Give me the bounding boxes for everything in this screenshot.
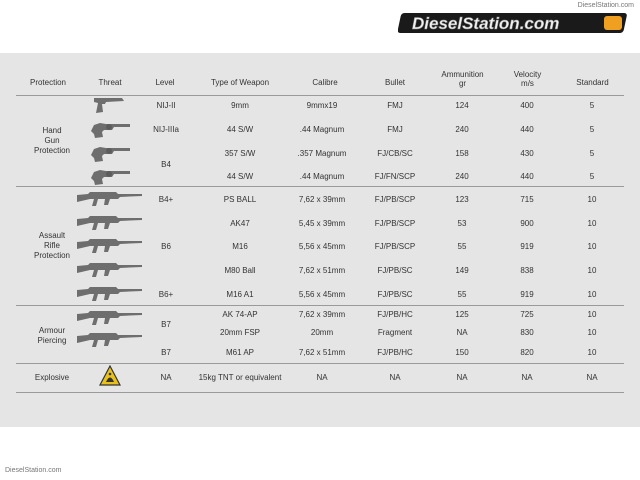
rifle-icon <box>76 236 144 261</box>
standard-cell: 5 <box>589 125 595 134</box>
calibre-cell: 5,56 x 45mm <box>298 290 346 299</box>
revolver-icon <box>86 143 134 168</box>
velocity-cell: 725 <box>520 310 534 319</box>
velocity-cell: 430 <box>520 149 534 158</box>
ammunition-cell: 240 <box>455 172 469 181</box>
header-weapon: Type of Weapon <box>210 78 270 87</box>
bullet-cell: FJ/PB/SCP <box>374 242 416 251</box>
calibre-cell: 7,62 x 39mm <box>298 310 346 319</box>
header-velocity-label: Velocity <box>513 70 542 79</box>
velocity-cell: 400 <box>520 101 534 110</box>
ammunition-cell: 123 <box>455 195 469 204</box>
velocity-cell: 838 <box>520 266 534 275</box>
dieselstation-logo[interactable] <box>398 10 630 36</box>
rifle-icon <box>76 260 144 285</box>
weapon-cell: M16 <box>232 242 248 251</box>
bullet-cell: FJ/PB/SC <box>377 290 413 299</box>
level-label: NA <box>160 373 172 382</box>
logo-badge <box>604 16 622 30</box>
velocity-cell: 919 <box>520 290 534 299</box>
header-protection: Protection <box>29 78 67 87</box>
group-explosive: Explosive <box>34 373 70 382</box>
standard-cell: 10 <box>587 290 597 299</box>
velocity-cell: 440 <box>520 125 534 134</box>
header-level: Level <box>155 78 175 87</box>
bullet-cell: FJ/PB/HC <box>377 348 413 357</box>
velocity-cell: 440 <box>520 172 534 181</box>
weapon-cell: 44 S/W <box>226 172 254 181</box>
weapon-cell: M16 A1 <box>226 290 254 299</box>
divider <box>16 392 624 393</box>
velocity-cell: 900 <box>520 219 534 228</box>
calibre-cell: 7,62 x 51mm <box>298 266 346 275</box>
revolver-icon <box>86 119 134 144</box>
calibre-cell: .44 Magnum <box>299 172 345 181</box>
header-velocity-unit: m/s <box>521 79 534 88</box>
ammunition-cell: 125 <box>455 310 469 319</box>
ammunition-cell: 55 <box>457 242 467 251</box>
pistol-icon <box>92 95 128 120</box>
bullet-cell: FJ/CB/SC <box>377 149 413 158</box>
weapon-cell: AK47 <box>230 219 250 228</box>
header-standard: Standard <box>576 78 609 87</box>
standard-cell: 5 <box>589 101 595 110</box>
weapon-cell: 15kg TNT or equivalent <box>198 373 282 382</box>
weapon-cell: PS BALL <box>223 195 257 204</box>
bullet-cell: FJ/PB/HC <box>377 310 413 319</box>
ammunition-cell: NA <box>456 328 468 337</box>
standard-cell: 5 <box>589 172 595 181</box>
calibre-cell: 5,45 x 39mm <box>298 219 346 228</box>
revolver-icon <box>86 166 134 191</box>
weapon-cell: 44 S/W <box>226 125 254 134</box>
ammunition-cell: 150 <box>455 348 469 357</box>
group-hand-gun-protection: Hand Gun Protection <box>33 126 71 155</box>
bullet-cell: FMJ <box>387 101 403 110</box>
level-label: NIJ-IIIa <box>153 125 179 134</box>
ammunition-cell: 149 <box>455 266 469 275</box>
ammunition-cell: 240 <box>455 125 469 134</box>
bullet-cell: FJ/PB/SCP <box>374 195 416 204</box>
standard-cell: 10 <box>587 328 597 337</box>
explosive-hazard-icon <box>99 365 121 392</box>
calibre-cell: 7,62 x 51mm <box>298 348 346 357</box>
logo-text: DieselStation.com <box>412 14 560 33</box>
level-label: B4+ <box>158 195 174 204</box>
bullet-cell: FMJ <box>387 125 403 134</box>
rifle-icon <box>76 284 144 309</box>
standard-cell: 10 <box>587 195 597 204</box>
header-calibre: Calibre <box>312 78 338 87</box>
weapon-cell: M80 Ball <box>224 266 256 275</box>
velocity-cell: 820 <box>520 348 534 357</box>
ammunition-cell: 158 <box>455 149 469 158</box>
level-label: NIJ-II <box>156 101 176 110</box>
group-armour-piercing: Armour Piercing <box>37 326 67 345</box>
rifle-icon <box>76 213 144 238</box>
bullet-cell: FJ/PB/SC <box>377 266 413 275</box>
weapon-cell: M61 AP <box>225 348 255 357</box>
divider <box>16 363 624 364</box>
header-threat: Threat <box>98 78 122 87</box>
calibre-cell: 9mmx19 <box>306 101 338 110</box>
site-url-bottom[interactable]: DieselStation.com <box>5 467 62 474</box>
header-bullet: Bullet <box>384 78 405 87</box>
calibre-cell: 20mm <box>310 328 334 337</box>
weapon-cell: AK 74-AP <box>222 310 258 319</box>
weapon-cell: 20mm FSP <box>219 328 261 337</box>
standard-cell: NA <box>586 373 598 382</box>
level-label: B6 <box>161 242 171 251</box>
standard-cell: 10 <box>587 310 597 319</box>
calibre-cell: .357 Magnum <box>297 149 347 158</box>
bullet-cell: FJ/FN/SCP <box>374 172 416 181</box>
calibre-cell: 5,56 x 45mm <box>298 242 346 251</box>
ammunition-cell: 55 <box>457 290 467 299</box>
header-ammunition-unit: gr <box>458 79 467 88</box>
ammunition-cell: 124 <box>455 101 469 110</box>
level-label: B7 <box>161 348 171 357</box>
ammunition-cell: 53 <box>457 219 467 228</box>
bullet-cell: FJ/PB/SCP <box>374 219 416 228</box>
velocity-cell: NA <box>521 373 533 382</box>
header-ammunition-label: Ammunition <box>441 70 484 79</box>
standard-cell: 10 <box>587 348 597 357</box>
group-assault-rifle-protection: Assault Rifle Protection <box>33 231 71 260</box>
level-label: B6+ <box>158 290 174 299</box>
bullet-cell: Fragment <box>377 328 413 337</box>
site-url-top[interactable]: DieselStation.com <box>577 2 634 9</box>
ammunition-cell: NA <box>456 373 468 382</box>
velocity-cell: 715 <box>520 195 534 204</box>
level-label: B4 <box>161 160 171 169</box>
calibre-cell: 7,62 x 39mm <box>298 195 346 204</box>
calibre-cell: .44 Magnum <box>299 125 345 134</box>
header-velocity <box>490 70 565 88</box>
weapon-cell: 9mm <box>231 101 249 110</box>
velocity-cell: 830 <box>520 328 534 337</box>
header-ammunition <box>425 70 500 88</box>
level-label: B7 <box>161 320 171 329</box>
calibre-cell: NA <box>316 373 328 382</box>
rifle-icon <box>76 189 144 214</box>
bullet-cell: NA <box>389 373 401 382</box>
standard-cell: 10 <box>587 266 597 275</box>
rifle-icon <box>76 330 144 355</box>
standard-cell: 10 <box>587 219 597 228</box>
velocity-cell: 919 <box>520 242 534 251</box>
weapon-cell: 357 S/W <box>224 149 256 158</box>
standard-cell: 5 <box>589 149 595 158</box>
standard-cell: 10 <box>587 242 597 251</box>
